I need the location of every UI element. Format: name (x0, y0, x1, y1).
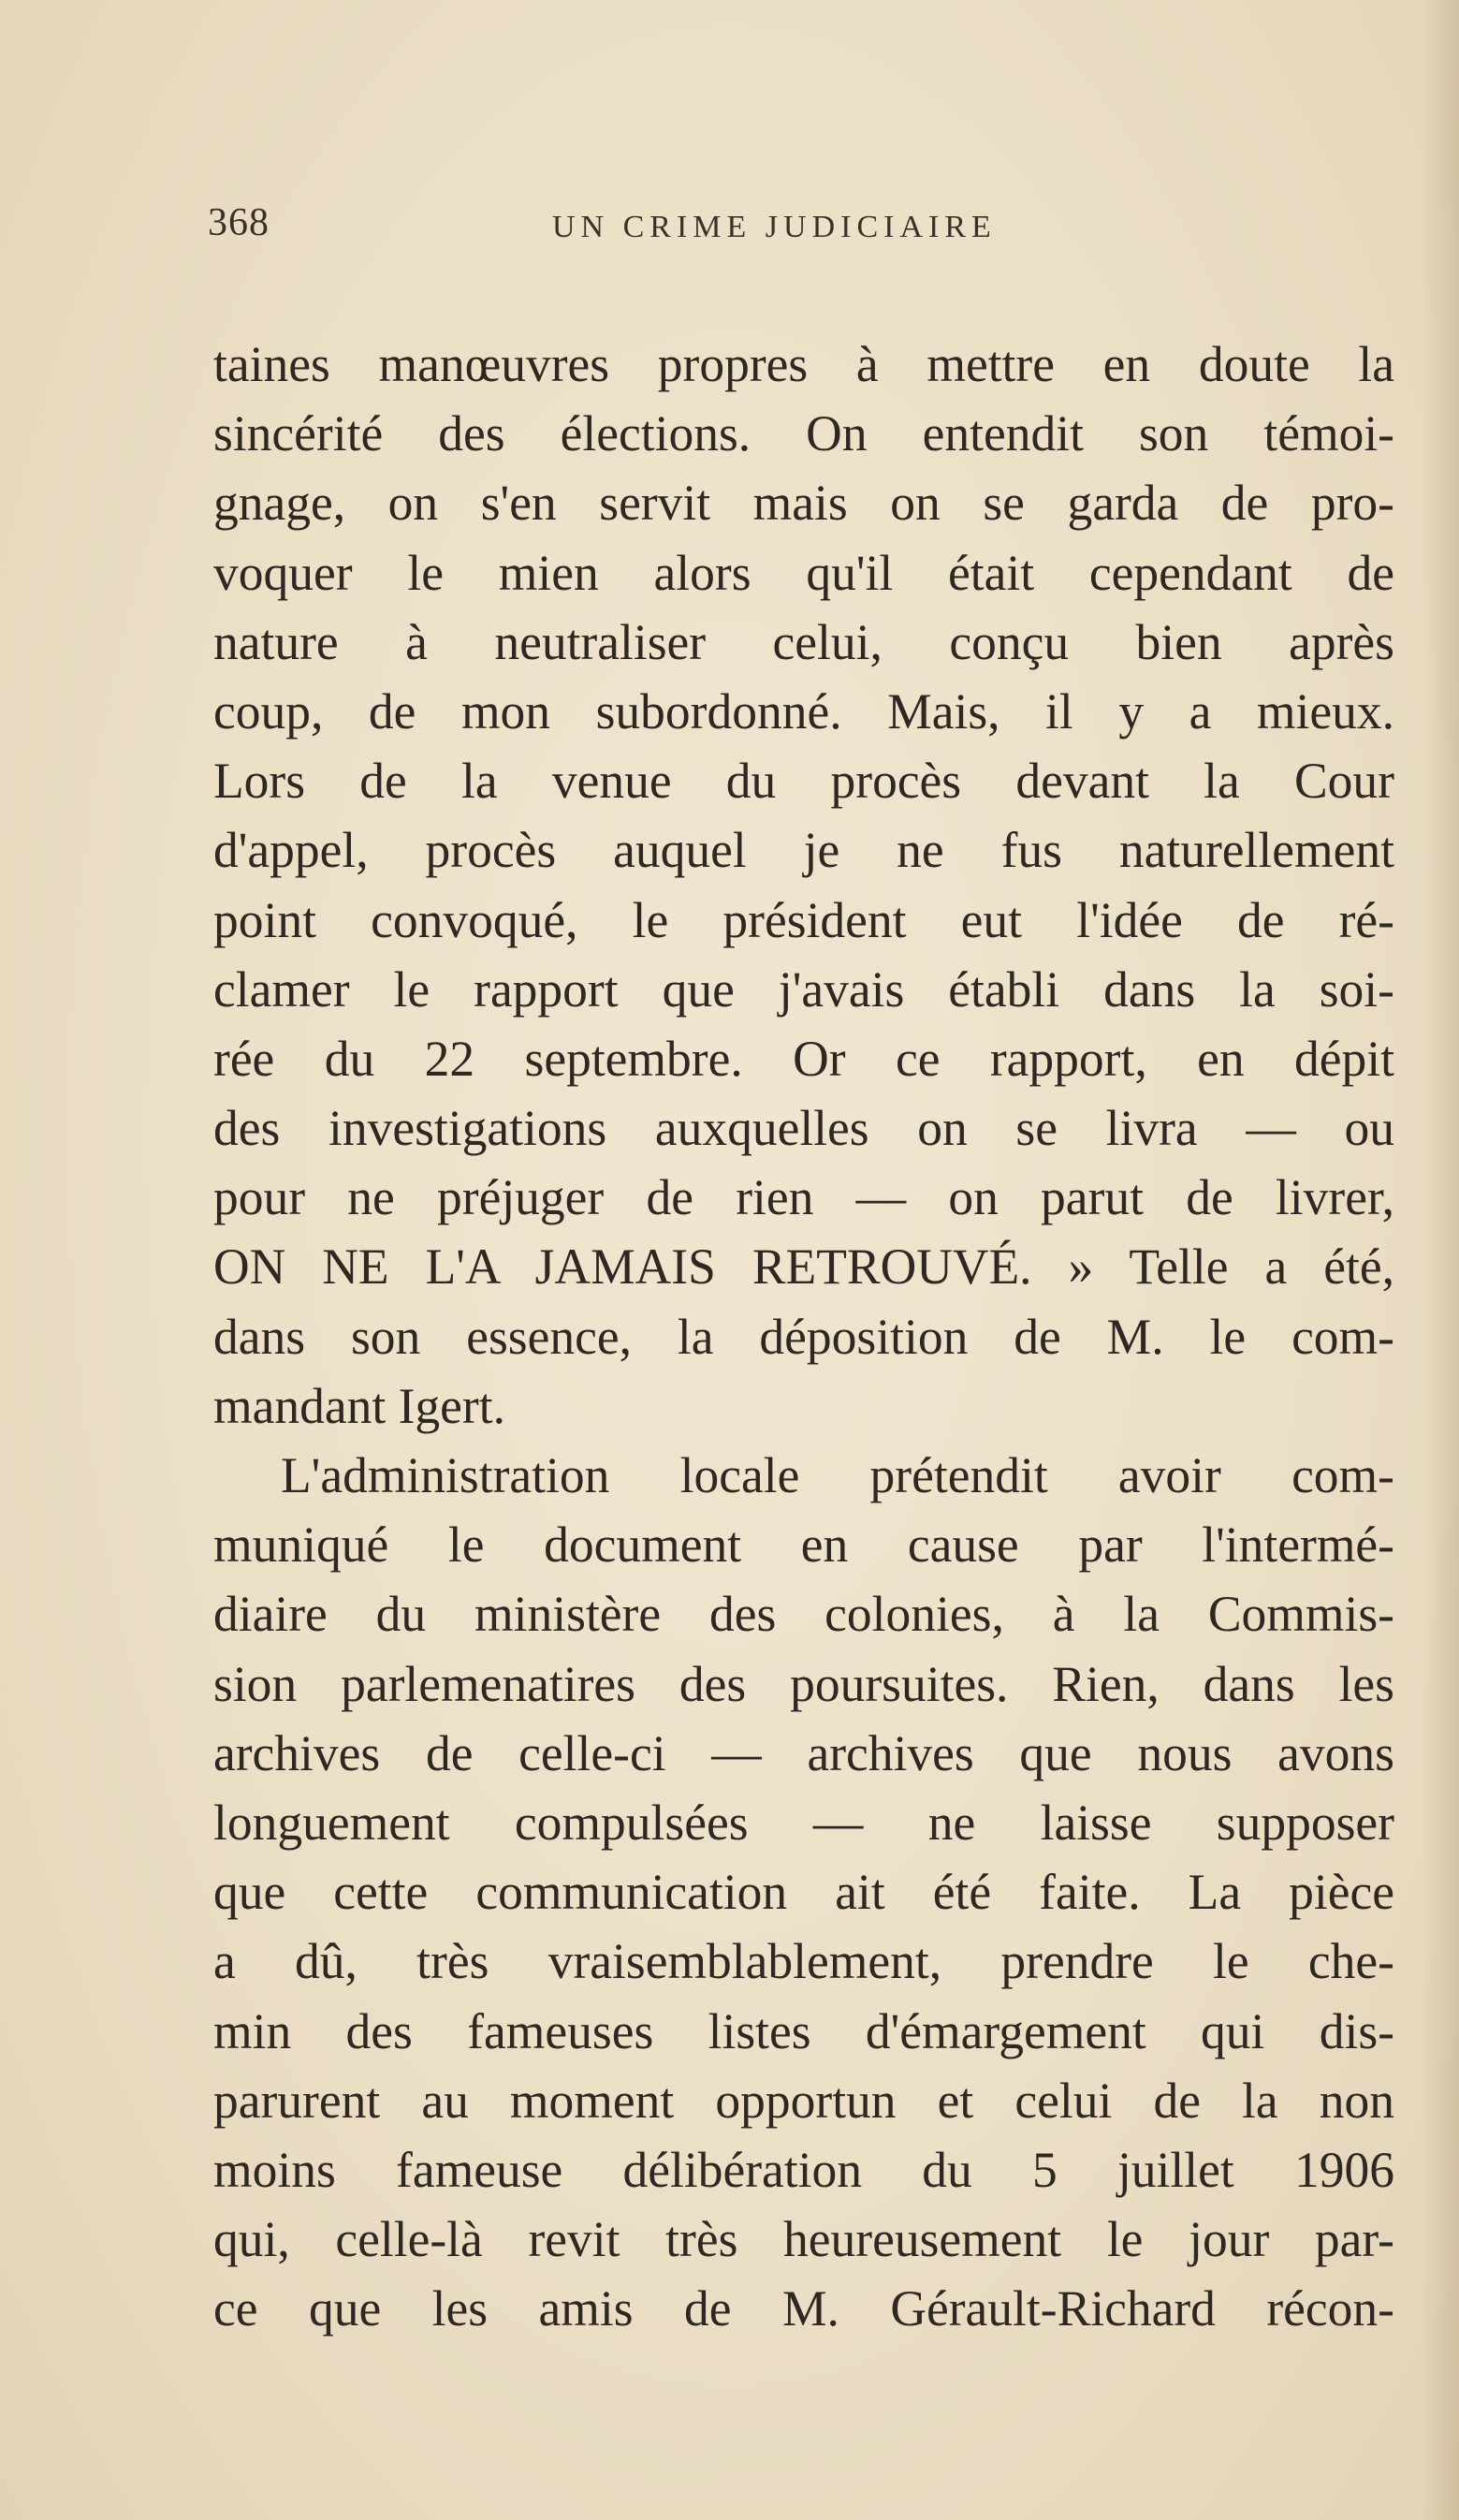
text-line: min des fameuses listes d'émargement qui dis- (213, 2002, 1394, 2059)
text-line: parurent au moment opportun et celui de la non (213, 2072, 1394, 2129)
body-text (213, 330, 1394, 2343)
text-line: coup, de mon subordonné. Mais, il y a mieux. (213, 682, 1394, 740)
page-edge-shadow (1422, 0, 1459, 2520)
text-line: longuement compulsées — ne laisse supposer (213, 1794, 1394, 1851)
text-line: ce que les amis de M. Gérault-Richard récon- (213, 2280, 1394, 2337)
text-line: archives de celle-ci — archives que nous avons (213, 1724, 1394, 1781)
text-line: point convoqué, le président eut l'idée de ré- (213, 891, 1394, 948)
text-line: Lors de la venue du procès devant la Cour (213, 753, 1394, 810)
text-line: taines manœuvres propres à mettre en doute la (213, 336, 1394, 392)
text-line: diaire du ministère des colonies, à la Commis- (213, 1586, 1394, 1643)
page-number: 368 (208, 201, 270, 244)
text-line: voquer le mien alors qu'il était cependant de (213, 544, 1394, 601)
running-title: UN CRIME JUDICIAIRE (552, 210, 997, 244)
text-line: rée du 22 septembre. Or ce rapport, en dépit (213, 1030, 1394, 1087)
text-line: d'appel, procès auquel je ne fus naturellement (213, 822, 1394, 879)
text-line: clamer le rapport que j'avais établi dans la soi- (213, 960, 1394, 1018)
text-line: moins fameuse délibération du 5 juillet 1906 (213, 2141, 1394, 2198)
text-line: ON NE L'A JAMAIS RETROUVÉ. » Telle a été, (213, 1238, 1394, 1296)
text-line: muniqué le document en cause par l'intermé- (213, 1516, 1394, 1574)
text-line: sincérité des élections. On entendit son témoi- (213, 405, 1394, 462)
text-line: a dû, très vraisemblablement, prendre le che- (213, 1933, 1394, 1990)
text-line: que cette communication ait été faite. La pièce (213, 1864, 1394, 1921)
text-line: qui, celle-là revit très heureusement le jour par- (213, 2211, 1394, 2268)
text-line: pour ne préjuger de rien — on parut de livrer, (213, 1169, 1394, 1226)
text-line: des investigations auxquelles on se livra — ou (213, 1100, 1394, 1157)
text-line: mandant Igert. (213, 1377, 505, 1434)
text-line: gnage, on s'en servit mais on se garda de pro- (213, 475, 1394, 532)
text-line: nature à neutraliser celui, conçu bien après (213, 613, 1394, 670)
running-head (208, 200, 1387, 256)
text-line: sion parlemenatires des poursuites. Rien, dans les (213, 1655, 1394, 1712)
text-line: L'administration locale prétendit avoir com- (281, 1447, 1394, 1503)
text-line: dans son essence, la déposition de M. le com- (213, 1308, 1394, 1365)
